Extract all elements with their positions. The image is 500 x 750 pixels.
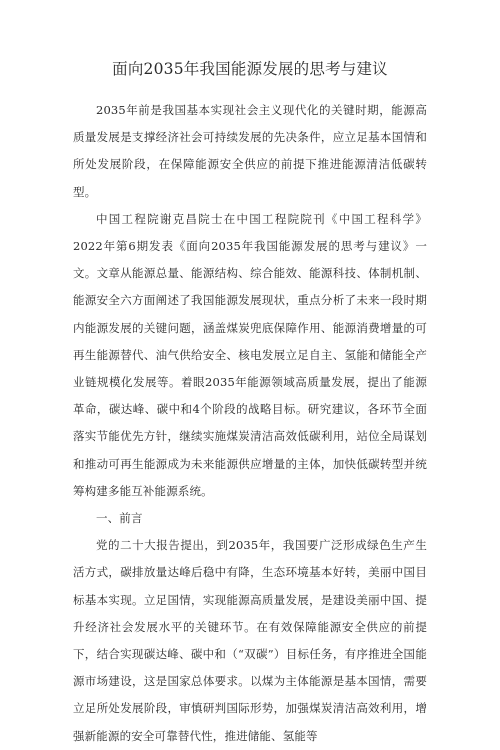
document-title: 面向2035年我国能源发展的思考与建议 xyxy=(112,60,388,78)
paragraph-summary: 中国工程院谢克昌院士在中国工程院院刊《中国工程科学》2022年第6期发表《面向2035年我国能源发展的思考与建议》一文。文章从能源总量、能源结构、综合能效、能源科技、体制机制、能源安全六方面阐述了我国能源发展现状，重点分析了未来一段时期内能源发展的关键问题，涵盖煤炭兜底保障作用、能源消费增量的可再生能源替代、油气供给安全、核电发展立足自主、氢能和储能全产业链规模化发展等。着眼2035年能源领域高质量发展，提出了能源革命，碳达峰、碳中和4个阶段的战略目标。研究建议，各环节全面落实节能优先方针，继续实施煤炭清洁高效低碳利用，站位全局谋划和推动可再生能源成为未来能源供应增量的主体，加快低碳转型并统筹构建多能互补能源系统。 xyxy=(73,211,427,498)
paragraph-intro: 2035年前是我国基本实现社会主义现代化的关键时期，能源高质量发展是支撑经济社会可持续发展的先决条件，应立足基本国情和所处发展阶段，在保障能源安全供应的前提下推进能源清洁低碳转型。 xyxy=(73,103,427,199)
paragraph-preface-body: 党的二十大报告提出，到2035年，我国要广泛形成绿色生产生活方式，碳排放量达峰后稳中有降，生态环境基本好转，美丽中国目标基本实现。立足国情，实现能源高质量发展，是建设美丽中国、提升经济社会发展水平的关键环节。在有效保障能源安全供应的前提下，结合实现碳达峰、碳中和（“双碳”）目标任务，有序推进全国能源市场建设，这是国家总体要求。以煤为主体能源是基本国情，需要立足所处发展阶段，审慎研判国际形势，加强煤炭清洁高效利用，增强新能源的安全可靠替代性，推进储能、氢能等 xyxy=(73,538,427,743)
section-heading-preface: 一、前言 xyxy=(96,511,143,526)
